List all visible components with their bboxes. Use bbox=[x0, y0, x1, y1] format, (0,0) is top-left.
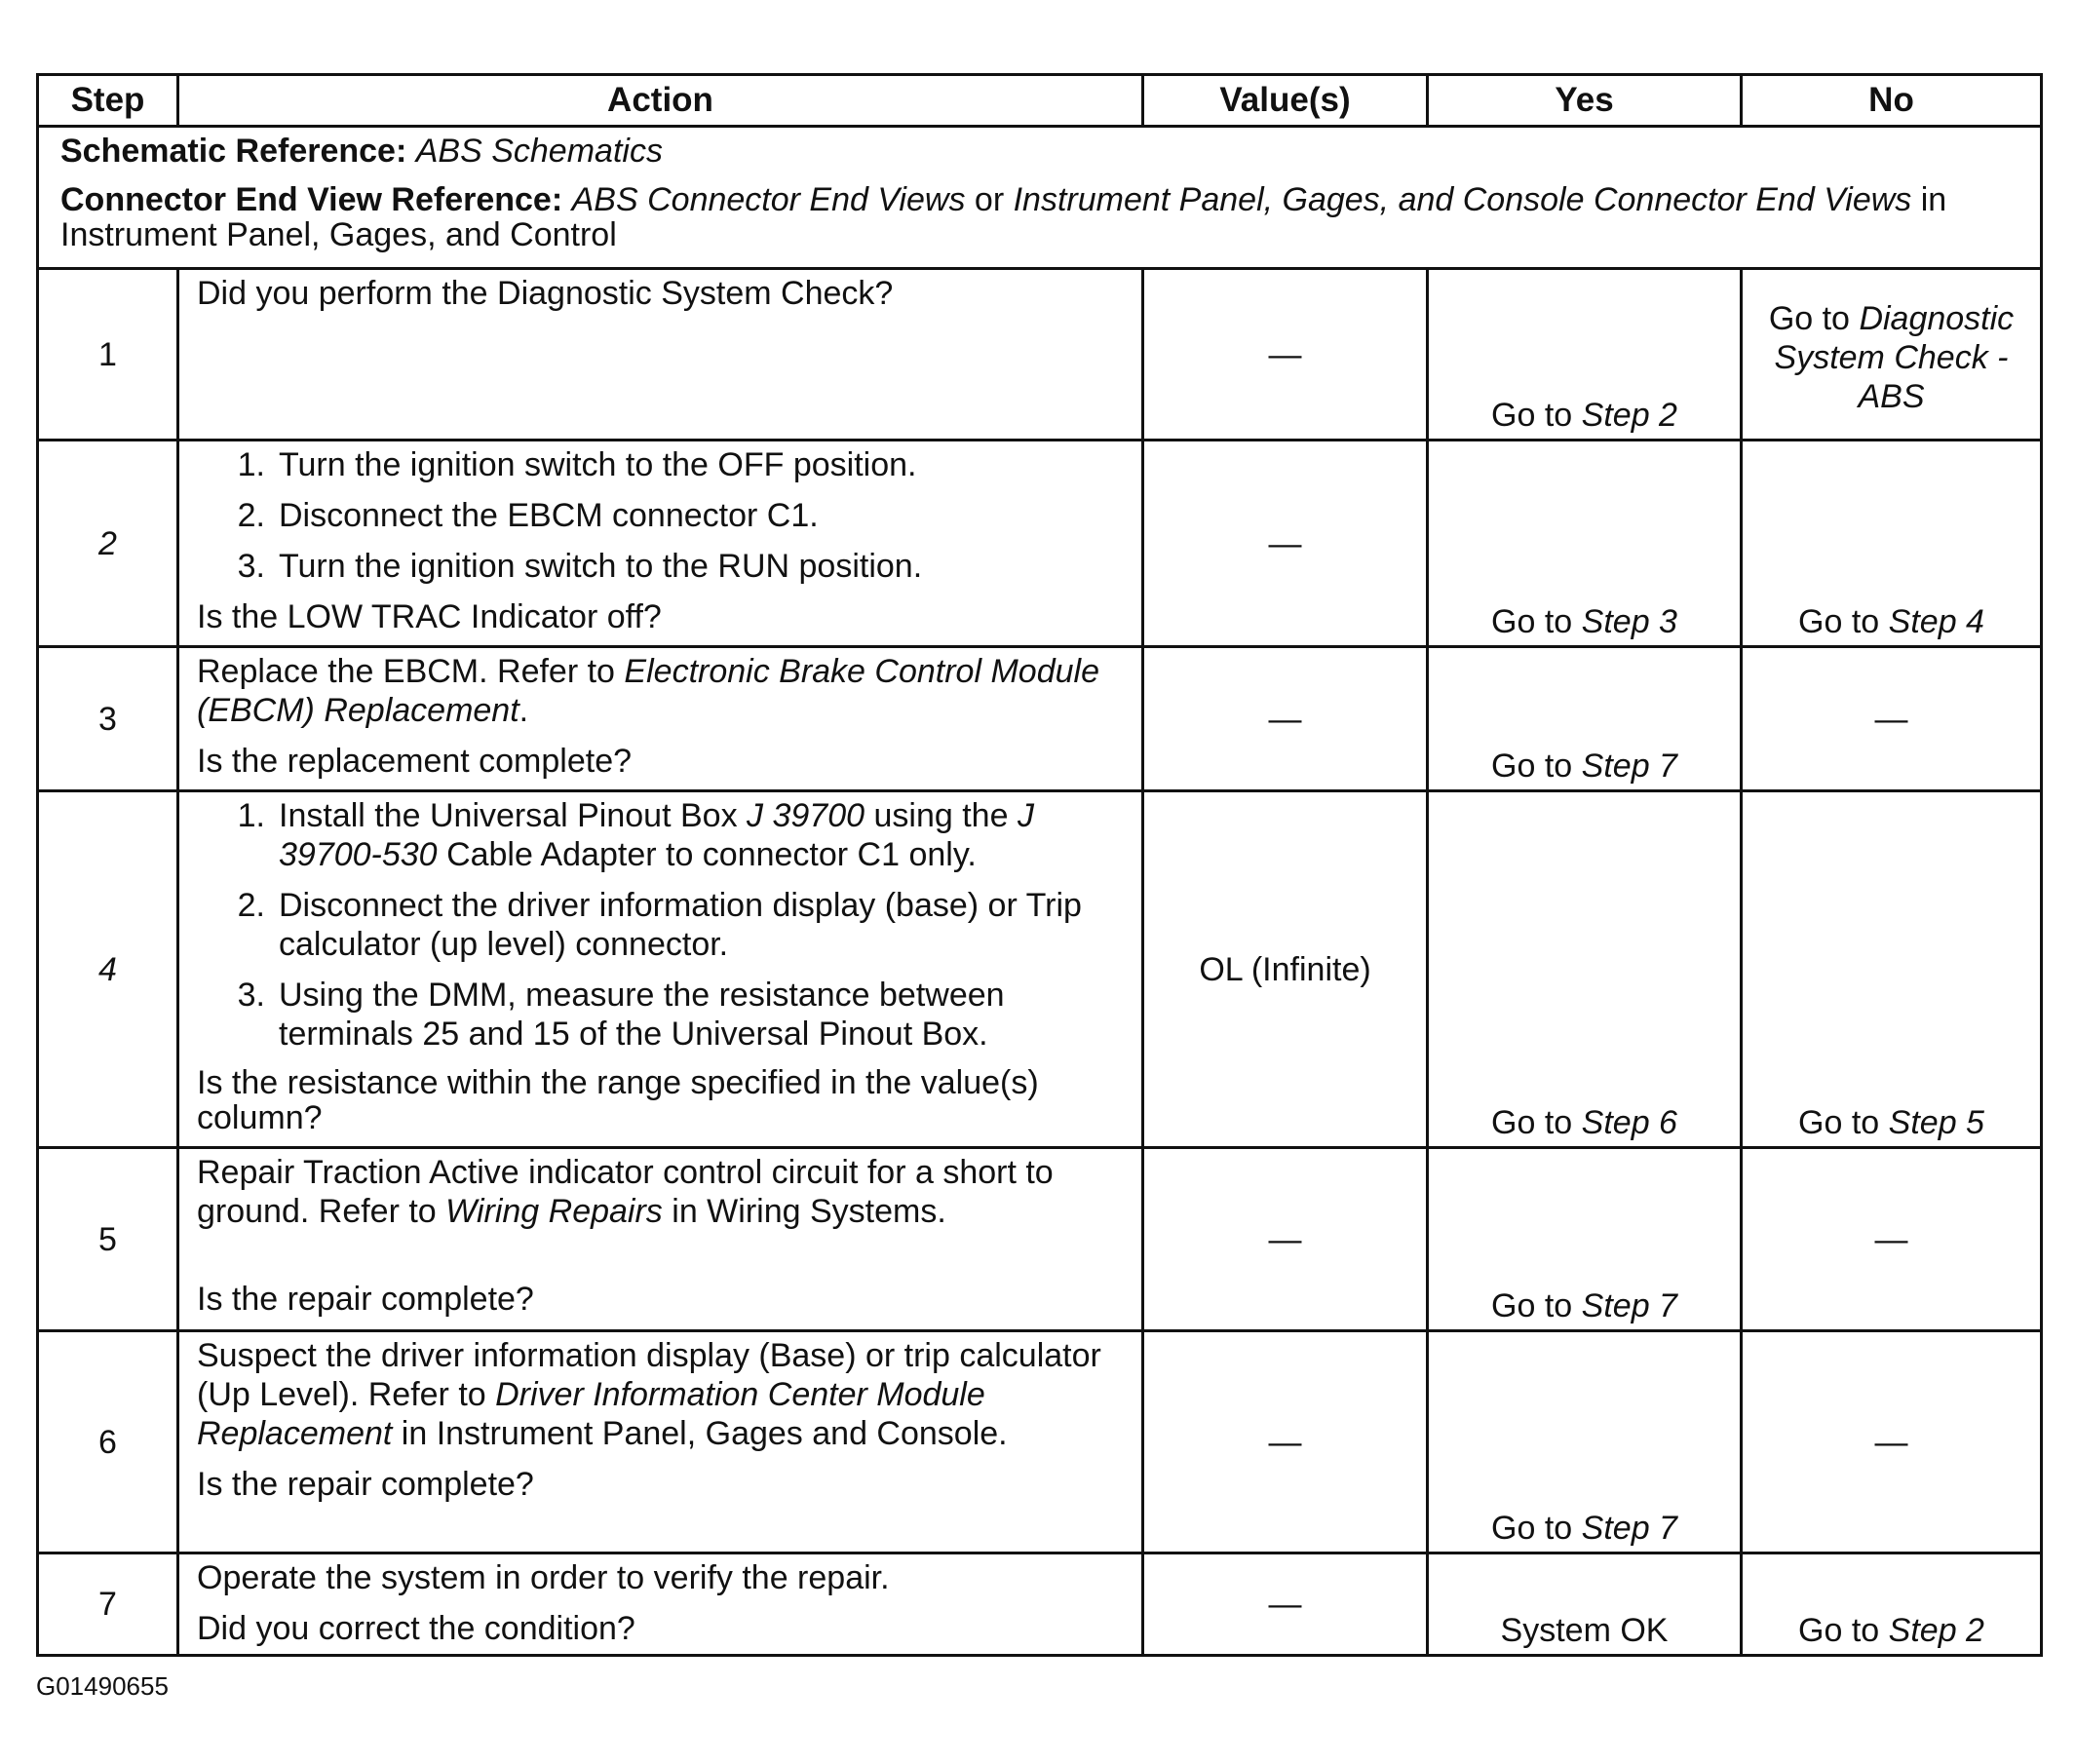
step-row-7 bbox=[38, 1553, 2042, 1656]
step-value: OL (Infinite) bbox=[1143, 791, 1428, 1148]
step-action bbox=[178, 441, 1143, 647]
step-value: — bbox=[1143, 1553, 1428, 1656]
connector-reference-suffix: in Instrument Panel, Gages, and Control bbox=[60, 181, 1947, 253]
yes-cell bbox=[1428, 1331, 1742, 1553]
connector-reference-link-1[interactable]: ABS Connector End Views bbox=[571, 181, 966, 218]
yes-target-link[interactable]: Step 6 bbox=[1581, 1104, 1677, 1141]
header-yes: Yes bbox=[1428, 75, 1742, 127]
connector-reference bbox=[60, 182, 2028, 252]
tool-link[interactable]: J 39700 bbox=[747, 797, 865, 834]
list-item: 1. Install the Universal Pinout Box J 39700 using the J 39700-530 Cable Adapter to connector C1 only. bbox=[237, 797, 1034, 873]
yes-target-link[interactable]: Step 3 bbox=[1581, 603, 1677, 640]
step-question: Did you perform the Diagnostic System Check? bbox=[197, 275, 894, 312]
go-to-text: Go to bbox=[1768, 300, 1850, 337]
reference-link[interactable]: Electronic Brake Control Module (EBCM) Replacement bbox=[197, 653, 1099, 729]
reference-link[interactable]: Driver Information Center Module Replacement bbox=[197, 1376, 985, 1452]
connector-reference-or: or bbox=[974, 181, 1005, 218]
step-action bbox=[178, 1331, 1143, 1553]
step-value: — bbox=[1143, 441, 1428, 647]
no-cell bbox=[1742, 269, 2042, 441]
step-number: 4 bbox=[38, 791, 178, 1148]
yes-cell bbox=[1428, 269, 1742, 441]
no-cell bbox=[1742, 1553, 2042, 1656]
step-value: — bbox=[1143, 1331, 1428, 1553]
step-number: 1 bbox=[38, 269, 178, 441]
step-value: — bbox=[1143, 1148, 1428, 1331]
action-list bbox=[197, 796, 1130, 1054]
schematic-reference-link[interactable]: ABS Schematics bbox=[415, 133, 663, 170]
step-row-2 bbox=[38, 441, 2042, 647]
go-to-text: Go to bbox=[1798, 603, 1880, 640]
no-target-link[interactable]: Step 5 bbox=[1888, 1104, 1984, 1141]
go-to-text: Go to bbox=[1798, 1104, 1880, 1141]
yes-target-link[interactable]: Step 7 bbox=[1581, 748, 1677, 785]
no-cell bbox=[1742, 791, 2042, 1148]
list-item: 3. Turn the ignition switch to the RUN position. bbox=[237, 548, 923, 585]
no-cell: — bbox=[1742, 1148, 2042, 1331]
header-row bbox=[38, 75, 2042, 127]
step-value: — bbox=[1143, 647, 1428, 791]
action-list bbox=[197, 445, 1130, 586]
step-text: Replace the EBCM. Refer to Electronic Brake Control Module (EBCM) Replacement. bbox=[197, 653, 1099, 729]
step-row-1 bbox=[38, 269, 2042, 441]
yes-cell bbox=[1428, 1148, 1742, 1331]
yes-target-link[interactable]: Step 7 bbox=[1581, 1287, 1677, 1324]
go-to-text: Go to bbox=[1491, 1287, 1573, 1324]
step-row-5 bbox=[38, 1148, 2042, 1331]
yes-cell: System OK bbox=[1428, 1553, 1742, 1656]
step-number: 3 bbox=[38, 647, 178, 791]
yes-target-link[interactable]: Step 7 bbox=[1581, 1510, 1677, 1547]
step-action bbox=[178, 1148, 1143, 1331]
no-target-link[interactable]: Step 2 bbox=[1888, 1612, 1984, 1649]
yes-target-link[interactable]: Step 2 bbox=[1581, 397, 1677, 434]
step-row-4 bbox=[38, 791, 2042, 1148]
step-action bbox=[178, 647, 1143, 791]
step-question: Is the repair complete? bbox=[197, 1281, 534, 1318]
header-no: No bbox=[1742, 75, 2042, 127]
figure-id: G01490655 bbox=[36, 1671, 169, 1701]
header-step: Step bbox=[38, 75, 178, 127]
step-question: Did you correct the condition? bbox=[197, 1610, 635, 1647]
step-number: 5 bbox=[38, 1148, 178, 1331]
step-action bbox=[178, 269, 1143, 441]
no-cell bbox=[1742, 441, 2042, 647]
reference-link[interactable]: Wiring Repairs bbox=[445, 1193, 663, 1230]
go-to-text: Go to bbox=[1491, 1104, 1573, 1141]
diagnostic-table bbox=[36, 73, 2043, 1657]
step-row-6 bbox=[38, 1331, 2042, 1553]
go-to-text: Go to bbox=[1491, 603, 1573, 640]
list-item: 1. Turn the ignition switch to the OFF position. bbox=[237, 446, 917, 483]
step-question: Is the repair complete? bbox=[197, 1466, 534, 1503]
reference-cell bbox=[38, 127, 2042, 269]
no-target-link[interactable]: Diagnostic System Check - ABS bbox=[1774, 300, 2015, 415]
step-action bbox=[178, 791, 1143, 1148]
list-item: 3. Using the DMM, measure the resistance between terminals 25 and 15 of the Universal Pinout Box. bbox=[237, 977, 1005, 1053]
connector-reference-label: Connector End View Reference: bbox=[60, 181, 563, 218]
no-cell: — bbox=[1742, 1331, 2042, 1553]
list-item: 2. Disconnect the EBCM connector C1. bbox=[237, 497, 819, 534]
yes-cell bbox=[1428, 647, 1742, 791]
step-number: 7 bbox=[38, 1553, 178, 1656]
schematic-reference-label: Schematic Reference: bbox=[60, 133, 407, 170]
tool-link[interactable]: J 39700-530 bbox=[279, 797, 1034, 873]
schematic-reference bbox=[60, 132, 2028, 171]
step-number: 2 bbox=[38, 441, 178, 647]
step-value: — bbox=[1143, 269, 1428, 441]
go-to-text: Go to bbox=[1798, 1612, 1880, 1649]
step-question: Is the LOW TRAC Indicator off? bbox=[197, 598, 662, 635]
yes-cell bbox=[1428, 791, 1742, 1148]
step-text: Repair Traction Active indicator control circuit for a short to ground. Refer to Wiring Repairs in Wiring Systems. bbox=[197, 1154, 1054, 1230]
list-item: 2. Disconnect the driver information display (base) or Trip calculator (up level) connector. bbox=[237, 887, 1082, 963]
reference-row bbox=[38, 127, 2042, 269]
header-action: Action bbox=[178, 75, 1143, 127]
step-question: Is the replacement complete? bbox=[197, 743, 633, 780]
step-text: Suspect the driver information display (Base) or trip calculator (Up Level). Refer to Driver Information Center Module Replacement in Instrument Panel, Gages and Console. bbox=[197, 1337, 1101, 1452]
step-text: Operate the system in order to verify the repair. bbox=[197, 1559, 890, 1596]
step-number: 6 bbox=[38, 1331, 178, 1553]
step-action bbox=[178, 1553, 1143, 1656]
step-row-3 bbox=[38, 647, 2042, 791]
go-to-text: Go to bbox=[1491, 397, 1573, 434]
no-target-link[interactable]: Step 4 bbox=[1888, 603, 1984, 640]
go-to-text: Go to bbox=[1491, 748, 1573, 785]
connector-reference-link-2[interactable]: Instrument Panel, Gages, and Console Connector End Views bbox=[1013, 181, 1912, 218]
step-question: Is the resistance within the range specified in the value(s) column? bbox=[197, 1064, 1039, 1136]
no-cell: — bbox=[1742, 647, 2042, 791]
yes-cell bbox=[1428, 441, 1742, 647]
header-values: Value(s) bbox=[1143, 75, 1428, 127]
go-to-text: Go to bbox=[1491, 1510, 1573, 1547]
